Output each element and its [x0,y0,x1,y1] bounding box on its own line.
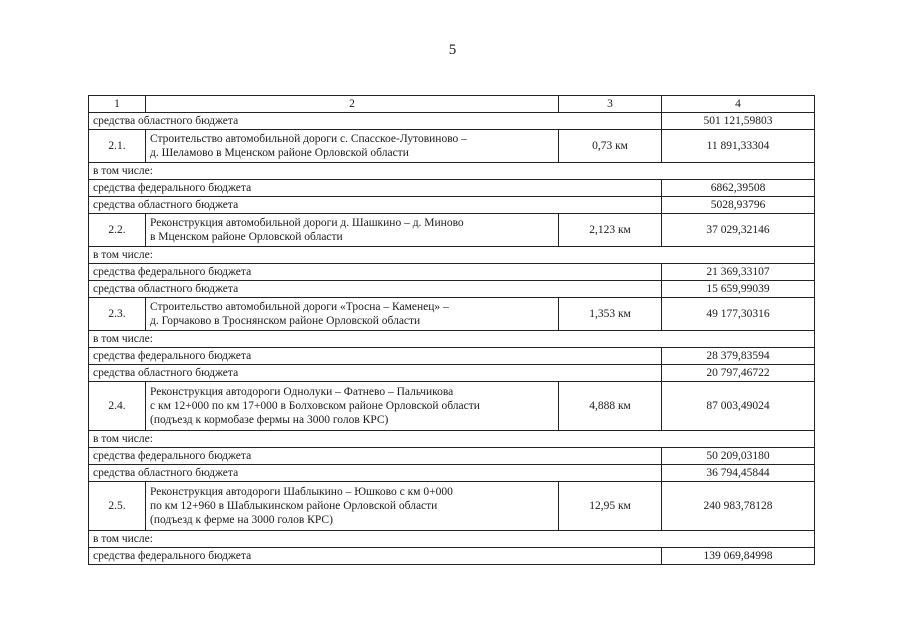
funding-row [89,465,815,482]
project-number: 2.1. [89,130,146,163]
including-row [89,247,815,264]
project-description-line: с км 12+000 по км 17+000 в Болховском районе Орловской области [150,400,480,412]
funding-amount: 5028,93796 [662,197,815,214]
project-description [146,214,559,247]
including-label: в том числе: [89,531,815,548]
including-row [89,431,815,448]
project-row [89,298,815,331]
funding-amount: 15 659,99039 [662,281,815,298]
project-number: 2.5. [89,482,146,531]
project-description-line: Реконструкция автодороги Шаблыкино – Юшково с км 0+000 [150,486,453,498]
project-row [89,214,815,247]
funding-row [89,448,815,465]
project-number: 2.3. [89,298,146,331]
project-description-line: д. Шеламово в Мценском районе Орловской области [150,147,409,159]
funding-source-label: средства федерального бюджета [89,180,662,197]
funding-row [89,548,815,565]
project-description-line: Реконструкция автомобильной дороги д. Шашкино – д. Миново [150,217,464,229]
project-row [89,382,815,431]
funding-source-label: средства федерального бюджета [89,448,662,465]
road-length: 1,353 км [559,298,662,331]
column-header-2: 2 [146,96,559,113]
funding-amount: 28 379,83594 [662,348,815,365]
including-row [89,163,815,180]
column-header-1: 1 [89,96,146,113]
funding-amount: 50 209,03180 [662,448,815,465]
road-length: 4,888 км [559,382,662,431]
including-label: в том числе: [89,431,815,448]
road-length: 2,123 км [559,214,662,247]
project-row [89,130,815,163]
project-description [146,482,559,531]
project-amount: 240 983,78128 [662,482,815,531]
table-header-row [89,96,815,113]
project-row [89,482,815,531]
project-description-line: (подъезд к ферме на 3000 голов КРС) [150,514,333,526]
project-description-line: по км 12+960 в Шаблыкинском районе Орловской области [150,500,438,512]
budget-table [88,95,815,565]
funding-source-label: средства федерального бюджета [89,548,662,565]
project-description-line: Реконструкция автодороги Однолуки – Фатнево – Пальчикова [150,386,454,398]
project-number: 2.2. [89,214,146,247]
project-number: 2.4. [89,382,146,431]
project-amount: 49 177,30316 [662,298,815,331]
project-description-line: Строительство автомобильной дороги «Тросна – Каменец» – [150,301,449,313]
including-label: в том числе: [89,163,815,180]
including-row [89,531,815,548]
including-label: в том числе: [89,247,815,264]
including-label: в том числе: [89,331,815,348]
funding-amount: 139 069,84998 [662,548,815,565]
funding-row [89,180,815,197]
project-description [146,130,559,163]
page-number: 5 [448,42,457,58]
funding-row [89,281,815,298]
project-amount: 11 891,33304 [662,130,815,163]
funding-amount: 21 369,33107 [662,264,815,281]
project-amount: 87 003,49024 [662,382,815,431]
funding-source-label: средства федерального бюджета [89,348,662,365]
funding-amount: 20 797,46722 [662,365,815,382]
funding-row [89,264,815,281]
funding-row [89,113,815,130]
funding-row [89,348,815,365]
column-header-4: 4 [662,96,815,113]
funding-source-label: средства областного бюджета [89,281,662,298]
project-description [146,298,559,331]
funding-amount: 6862,39508 [662,180,815,197]
funding-source-label: средства областного бюджета [89,113,662,130]
funding-source-label: средства федерального бюджета [89,264,662,281]
funding-row [89,365,815,382]
project-description [146,382,559,431]
road-length: 0,73 км [559,130,662,163]
project-description-line: в Мценском районе Орловской области [150,231,343,243]
road-length: 12,95 км [559,482,662,531]
funding-row [89,197,815,214]
including-row [89,331,815,348]
column-header-3: 3 [559,96,662,113]
funding-source-label: средства областного бюджета [89,197,662,214]
funding-amount: 501 121,59803 [662,113,815,130]
funding-source-label: средства областного бюджета [89,365,662,382]
funding-source-label: средства областного бюджета [89,465,662,482]
funding-amount: 36 794,45844 [662,465,815,482]
project-description-line: (подъезд к кормобазе фермы на 3000 голов КРС) [150,414,389,426]
project-description-line: Строительство автомобильной дороги с. Спасское-Лутовиново – [150,133,467,145]
project-description-line: д. Горчаково в Троснянском районе Орловской области [150,315,421,327]
project-amount: 37 029,32146 [662,214,815,247]
